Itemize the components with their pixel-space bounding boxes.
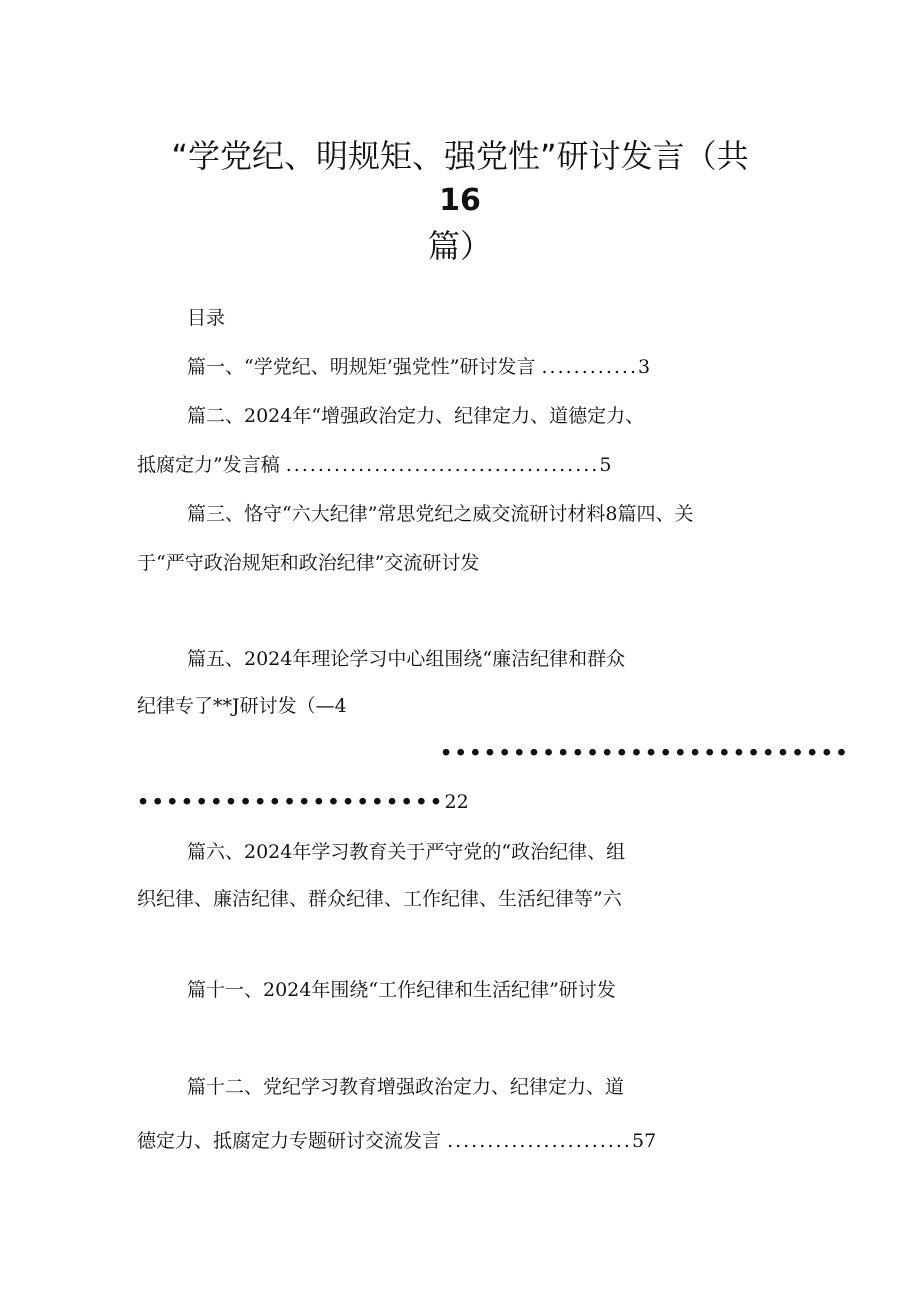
- toc-entry-text: 德定力、抵腐定力专题研讨交流发言: [137, 1130, 442, 1152]
- toc-entry-text: 篇一、“学党纪、明规矩’强党性”研讨发言: [187, 356, 536, 378]
- toc-page-number: 57: [631, 1130, 657, 1152]
- toc-entry-5-line-1[interactable]: 篇五、2024年理论学习中心组围绕“廉洁纪律和群众: [187, 648, 626, 670]
- toc-leader-dots-row: ••••••••••••••••••••••••••••: [440, 742, 851, 764]
- toc-leader-dots: .......................: [447, 1130, 632, 1152]
- toc-page-number: 22: [444, 791, 469, 813]
- document-title-line-2: 16: [439, 183, 481, 218]
- toc-leader-dots: .......................................: [285, 454, 600, 476]
- toc-entry-2-line-1[interactable]: 篇二、2024年“增强政治定力、纪律定力、道德定力、: [187, 405, 645, 427]
- toc-entry-12-line-1[interactable]: 篇十二、党纪学习教育增强政治定力、纪律定力、道: [187, 1076, 625, 1098]
- document-title-line-1: “学党纪、明规矩、强党性”研讨发言（共: [171, 137, 749, 175]
- toc-entry-text: 抵腐定力”发言稿: [137, 454, 280, 476]
- toc-entry-5-line-3[interactable]: [137, 793, 469, 812]
- toc-page-number: 5: [599, 454, 612, 476]
- toc-entry-3-line-2[interactable]: 于“严守政治规矩和政治纪律”交流研讨发: [137, 552, 480, 574]
- toc-entry-12-line-2[interactable]: [137, 1132, 656, 1151]
- toc-entry-11[interactable]: 篇十一、2024年围绕“工作纪律和生活纪律”研讨发: [187, 979, 616, 1001]
- toc-entry-1[interactable]: [187, 358, 650, 377]
- toc-page-number: 3: [638, 356, 651, 378]
- toc-leader-dots: ............: [541, 356, 638, 378]
- toc-entry-3-line-1[interactable]: 篇三、恪守“六大纪律”常思党纪之威交流研讨材料8篇四、关: [187, 503, 694, 525]
- toc-leader-dots: •••••••••••••••••••••: [137, 791, 445, 813]
- toc-entry-6-line-1[interactable]: 篇六、2024年学习教育关于严守党的“政治纪律、组: [187, 841, 626, 863]
- document-title-line-3: 篇）: [427, 227, 492, 265]
- toc-heading: 目录: [187, 307, 226, 329]
- toc-entry-2-line-2[interactable]: [137, 456, 611, 475]
- toc-entry-5-line-2[interactable]: 纪律专了**J研讨发（—4: [137, 695, 347, 717]
- toc-entry-6-line-2[interactable]: 织纪律、廉洁纪律、群众纪律、工作纪律、生活纪律等”六: [137, 888, 622, 910]
